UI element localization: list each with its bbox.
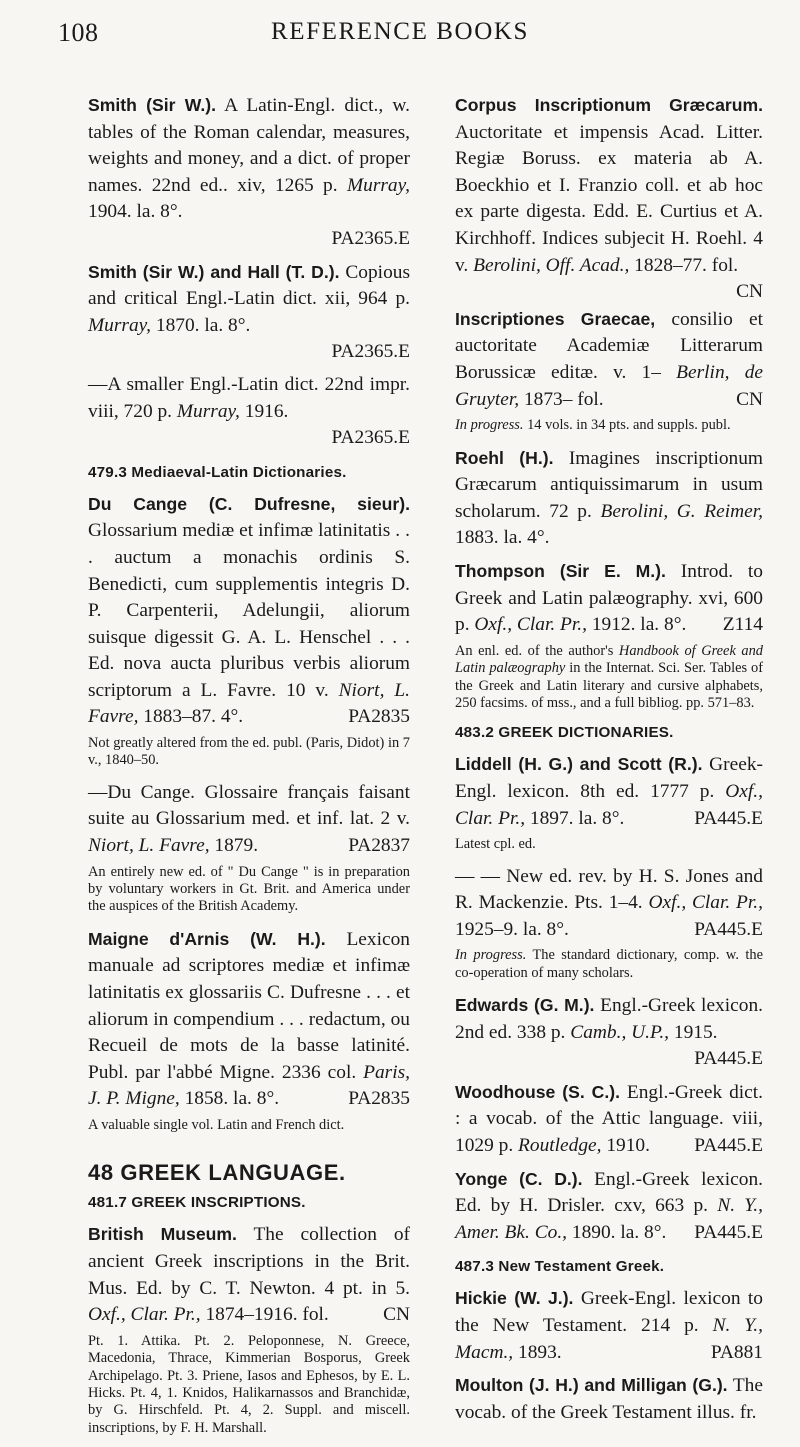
- entry-note: [455, 643, 763, 713]
- note-text: in the Internat. Sci. Ser. Tables of the Greek and Latin literary and cursive alphabets, 250 facsims. of mss., and a full bibliog. pp. 571–83.: [455, 660, 763, 711]
- call-number: PA2365.E: [331, 341, 410, 363]
- entry-british-museum: [88, 1221, 410, 1328]
- entry-heading: Corpus Inscriptionum Græcarum.: [455, 95, 763, 115]
- entry-moulton-milligan: [455, 1372, 763, 1426]
- entry-text: The collection of ancient Greek inscriptions in the Brit. Mus. Ed. by C. T. Newton. 4 pt. in 5.: [88, 1224, 410, 1299]
- entry-text: Copious and critical Engl.-Latin dict. xii, 964 p.: [88, 261, 411, 310]
- entry-heading: Du Cange (C. Dufresne, sieur).: [88, 493, 410, 514]
- entry-heading: Maigne d'Arnis (W. H.).: [88, 928, 326, 949]
- entry-smith-hall: [88, 259, 410, 366]
- call-number: PA2365.E: [331, 427, 410, 449]
- call-number: CN: [383, 1304, 410, 1326]
- call-number: Z114: [722, 614, 763, 636]
- entry-publisher: Paris, J. P. Migne,: [88, 1061, 410, 1110]
- entry-heading: British Museum.: [88, 1224, 237, 1245]
- entry-heading: Inscriptiones Graecae,: [455, 308, 656, 329]
- entry-details: 1915.: [669, 1021, 718, 1043]
- entry-note: [455, 417, 763, 434]
- entry-publisher: N. Y., Macm.,: [455, 1315, 764, 1363]
- entry-text: Lexicon manuale ad scriptores mediæ et infimæ latinitatis ex glossariis C. Dufresne . . . et aliorum in compendium . . . redactum, ou Recueil de mots de la basse latinité. Publ. par l'abbé Migne. 2336 col.: [88, 928, 410, 1083]
- entry-publisher: Niort, L. Favre,: [88, 835, 210, 857]
- right-column: [455, 92, 763, 1432]
- entry-roehl: [455, 445, 763, 552]
- entry-heading: Smith (Sir W.) and Hall (T. D.).: [88, 261, 340, 282]
- entry-publisher: Camb., U.P.,: [570, 1021, 670, 1043]
- note-text: 14 vols. in 34 pts. and suppls. publ.: [523, 417, 731, 434]
- call-number: CN: [736, 388, 763, 410]
- note-text: An enl. ed. of the author's: [455, 642, 619, 659]
- entry-hickie: [455, 1285, 763, 1366]
- entry-woodhouse: [455, 1079, 763, 1160]
- entry-details: 1873– fol.: [519, 388, 604, 410]
- entry-details: 1916.: [239, 400, 289, 422]
- running-title: REFERENCE BOOKS: [270, 18, 530, 45]
- entry-heading: Smith (Sir W.).: [88, 95, 217, 115]
- entry-details: 1870. la. 8°.: [151, 314, 251, 336]
- entry-text: Greek-Engl. lexicon. 8th ed. 1777 p.: [455, 754, 763, 802]
- entry-publisher: Murray,: [346, 174, 410, 196]
- entry-publisher: Murray,: [88, 314, 152, 336]
- entry-details: 1910.: [601, 1135, 650, 1157]
- entry-publisher: Berolini, Off. Acad.,: [473, 254, 630, 276]
- call-number: PA2835: [348, 1088, 410, 1110]
- call-number: PA445.E: [694, 1135, 763, 1157]
- entry-inscriptiones-graecae: [455, 306, 763, 413]
- page-number: 108: [58, 18, 99, 47]
- entry-heading: Woodhouse (S. C.).: [455, 1081, 621, 1102]
- note-italic: In progress.: [455, 417, 524, 434]
- entry-yonge: [455, 1166, 763, 1247]
- entry-details: 1890. la. 8°.: [567, 1221, 667, 1243]
- note-italic: Handbook of Greek and Latin palæography: [455, 642, 763, 677]
- entry-note: [455, 947, 763, 982]
- entry-heading: Liddell (H. G.) and Scott (R.).: [455, 754, 703, 775]
- call-number: PA881: [710, 1341, 763, 1363]
- entry-details: 1897. la. 8°.: [525, 807, 625, 829]
- entry-corpus-inscriptionum: [455, 92, 763, 303]
- entry-heading: Edwards (G. M.).: [455, 995, 595, 1016]
- entry-maigne-darnis: [88, 926, 410, 1113]
- subsection-heading-479-3: 479.3 Mediaeval-Latin Dictionaries.: [88, 463, 347, 481]
- entry-note: Pt. 1. Attika. Pt. 2. Peloponnese, N. Greece, Macedonia, Thrace, Kimmerian Bosporus, Greek Archipelago. Pt. 3. Priene, Iasos and Ephesos, by E. L. Hicks. Pt. 4, 1. Knidos, Halikarnassos and Branchidæ, by G. Hirschfeld. Pt. 4, 2. Suppl. and miscell. inscriptions, by F. H. Marshall.: [88, 1332, 410, 1436]
- entry-heading: Roehl (H.).: [455, 447, 554, 468]
- entry-details: 1828–77. fol.: [629, 254, 739, 276]
- entry-publisher: Oxf., Clar. Pr.,: [474, 614, 587, 636]
- entry-publisher: N. Y., Amer. Bk. Co.,: [455, 1195, 764, 1243]
- entry-thompson: [455, 558, 763, 639]
- entry-text: — — New ed. rev. by H. S. Jones and R. Mackenzie. Pts. 1–4.: [455, 865, 763, 914]
- entry-publisher: Oxf., Clar. Pr.,: [648, 892, 763, 914]
- entry-details: 1925–9. la. 8°.: [455, 918, 569, 940]
- entry-publisher: Berolini, G. Reimer,: [600, 500, 763, 522]
- entry-publisher: Murray,: [176, 400, 240, 422]
- entry-note: Not greatly altered from the ed. publ. (Paris, Didot) in 7 v., 1840–50.: [88, 735, 410, 769]
- entry-details: 1874–1916. fol.: [200, 1304, 329, 1326]
- entry-heading: Thompson (Sir E. M.).: [455, 560, 666, 581]
- entry-text: The vocab. of the Greek Testament illus. fr.: [455, 1375, 763, 1423]
- left-column: [88, 92, 410, 1447]
- entry-publisher: Niort, L. Favre,: [88, 679, 410, 728]
- entry-heading: Moulton (J. H.) and Milligan (G.).: [455, 1375, 728, 1396]
- call-number: CN: [736, 281, 763, 303]
- entry-note: A valuable single vol. Latin and French dict.: [88, 1117, 345, 1134]
- entry-text: Auctoritate et impensis Acad. Litter. Regiæ Boruss. ex materia ab A. Boeckhio et I. Franzio coll. et ab hoc ex parte digesta. Edd. E. Curtius et A. Kirchhoff. Indices subjecit H. Roehl. 4 v.: [455, 121, 763, 276]
- entry-smith-latin-engl: [88, 92, 410, 253]
- entry-details: 1904. la. 8°.: [88, 201, 183, 223]
- entry-details: 1858. la. 8°.: [179, 1088, 280, 1110]
- entry-text: —A smaller Engl.-Latin dict. 22nd impr. viii, 720 p.: [88, 373, 410, 422]
- entry-text: Greek-Engl. lexicon to the New Testament. 214 p.: [455, 1288, 763, 1337]
- call-number: PA445.E: [694, 1048, 763, 1070]
- entry-details: 1883. la. 4°.: [455, 527, 550, 549]
- entry-publisher: Berlin, de Gruyter,: [455, 361, 763, 410]
- entry-text: Glossarium mediæ et infimæ latinitatis . . . auctum a monachis ordinis S. Benedicti, cum supplementis integris D. P. Carpenterii, Adelungii, aliorum suisque digessit G. A. L. Henschel . . . Ed. nova aucta pluribus verbis aliorum scriptorum a L. Favre. 10 v.: [88, 520, 410, 701]
- entry-text: —Du Cange. Glossaire français faisant suite au Glossarium med. et inf. lat. 2 v.: [88, 781, 410, 830]
- entry-text: Introd. to Greek and Latin palæography. xvi, 600 p.: [455, 560, 763, 636]
- entry-smaller-engl-latin: [88, 372, 410, 452]
- note-text: The standard dictionary, comp. w. the co-operation of many scholars.: [455, 947, 763, 981]
- call-number: PA445.E: [694, 807, 763, 829]
- subsection-heading-487-3: 487.3 New Testament Greek.: [455, 1258, 665, 1276]
- entry-liddell-scott-new-ed: [455, 864, 763, 944]
- section-heading-48: 48 GREEK LANGUAGE.: [88, 1160, 346, 1186]
- entry-text: consilio et auctoritate Academiæ Litterarum Borussicæ editæ. v. 1–: [455, 308, 763, 383]
- call-number: PA2365.E: [331, 227, 410, 249]
- entry-text: Engl.-Greek lexicon. Ed. by H. Drisler. cxv, 663 p.: [455, 1168, 763, 1217]
- entry-liddell-scott: [455, 751, 763, 832]
- entry-publisher: Routledge,: [518, 1135, 602, 1157]
- entry-du-cange-glossaire: [88, 780, 410, 860]
- subsection-heading-481-7: 481.7 GREEK INSCRIPTIONS.: [88, 1194, 306, 1212]
- entry-text: Engl.-Greek dict. : a vocab. of the Attic language. viii, 1029 p.: [455, 1081, 763, 1157]
- entry-text: Imagines inscriptionum Græcarum antiquissimarum in usum scholarum. 72 p.: [455, 447, 763, 522]
- entry-publisher: Oxf., Clar. Pr.,: [455, 780, 763, 829]
- entry-text: A Latin-Engl. dict., w. tables of the Roman calendar, measures, weights and money, and a dict. of proper names. 22nd ed.. xiv, 1265 p.: [88, 95, 411, 196]
- call-number: PA445.E: [694, 1221, 763, 1243]
- entry-heading: Hickie (W. J.).: [455, 1288, 574, 1309]
- call-number: PA2835: [348, 706, 410, 728]
- entry-text: Engl.-Greek lexicon. 2nd ed. 338 p.: [455, 995, 763, 1043]
- entry-details: 1883–87. 4°.: [138, 706, 244, 728]
- entry-details: 1879.: [209, 835, 259, 857]
- note-italic: In progress.: [455, 947, 527, 964]
- entry-publisher: Oxf., Clar. Pr.,: [88, 1304, 201, 1326]
- entry-edwards: [455, 992, 763, 1073]
- entry-note: Latest cpl. ed.: [455, 836, 536, 853]
- entry-du-cange: [88, 491, 410, 731]
- entry-details: 1912. la. 8°.: [586, 614, 687, 636]
- call-number: PA445.E: [694, 918, 763, 940]
- running-head: [0, 14, 800, 48]
- call-number: PA2837: [348, 835, 410, 857]
- entry-details: 1893.: [513, 1341, 562, 1363]
- entry-note: An entirely new ed. of " Du Cange " is in preparation by voluntary workers in Gt. Brit. and America under the auspices of the British Academy.: [88, 863, 410, 915]
- subsection-heading-483-2: 483.2 GREEK DICTIONARIES.: [455, 724, 674, 742]
- entry-heading: Yonge (C. D.).: [455, 1168, 583, 1189]
